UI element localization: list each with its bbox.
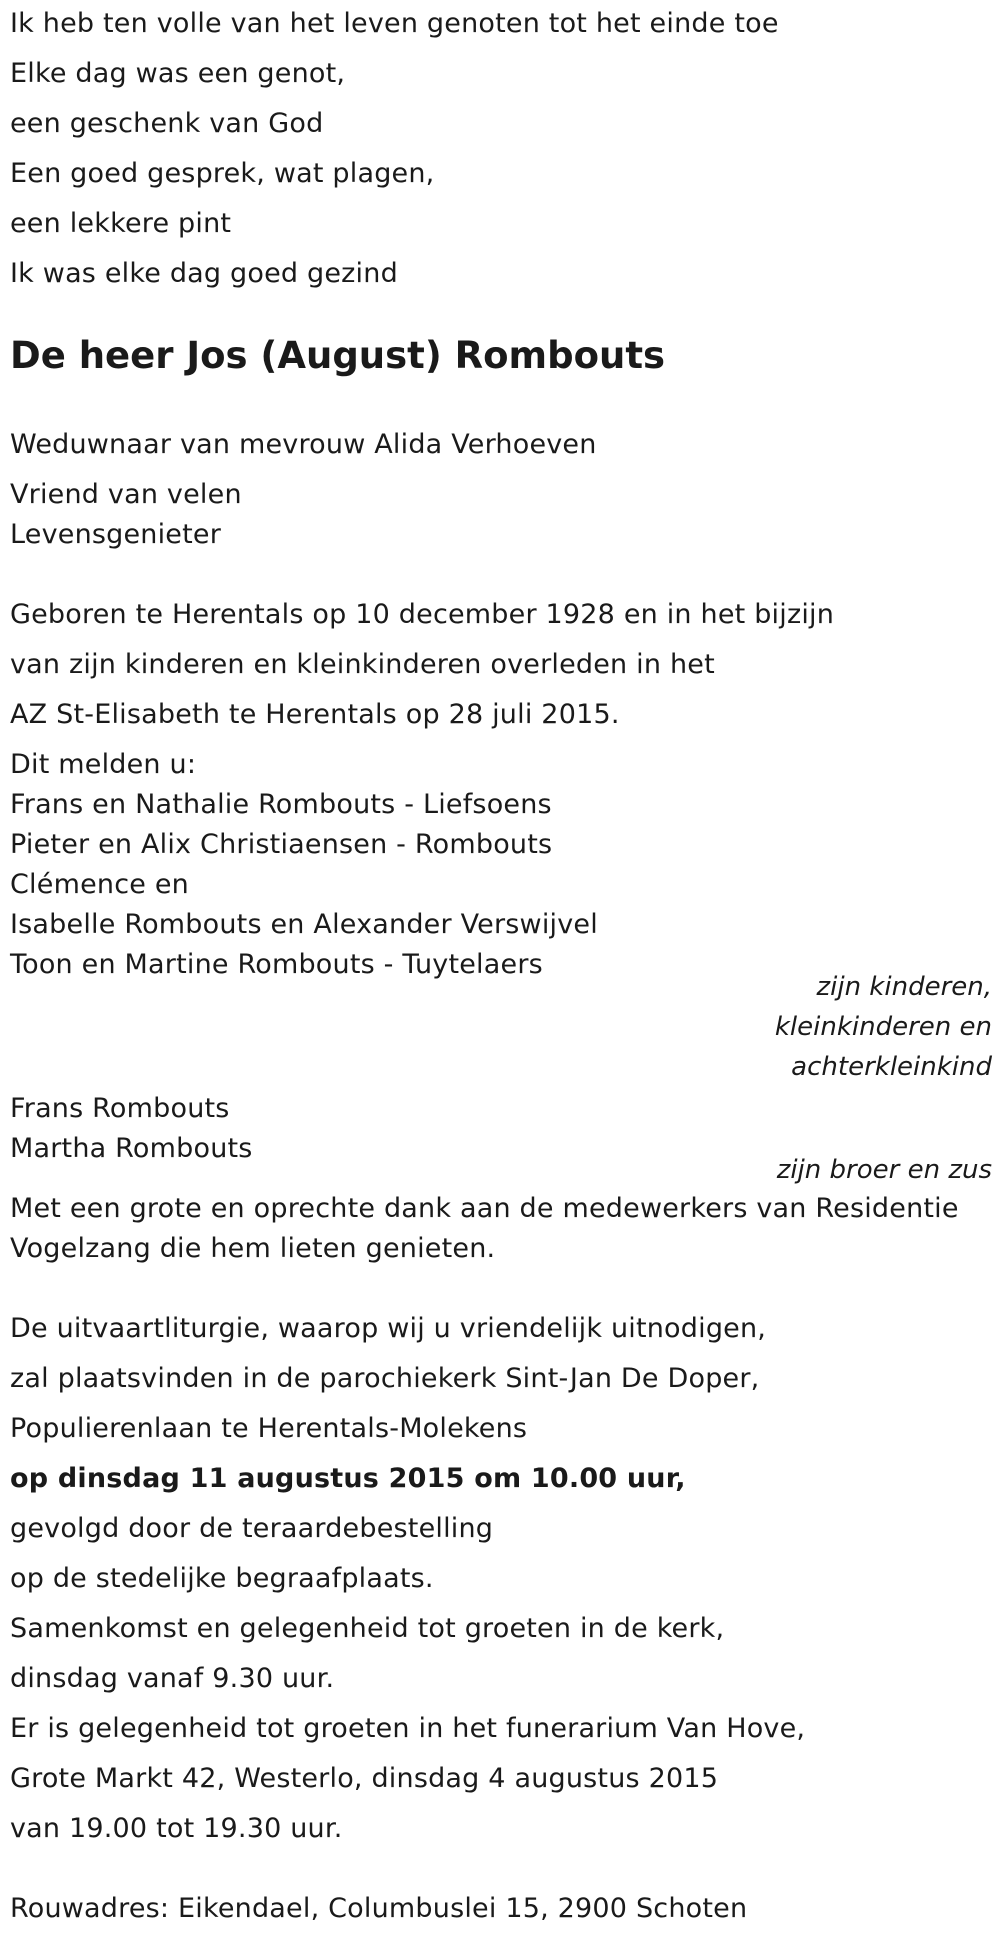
funeral-line: Grote Markt 42, Westerlo, dinsdag 4 augustus 2015 (10, 1763, 719, 1794)
children-caption-line: zijn kinderen, (816, 972, 992, 1002)
child-line: Toon en Martine Rombouts - Tuytelaers (10, 949, 543, 980)
funeral-line: dinsdag vanaf 9.30 uur. (10, 1663, 335, 1694)
announcers-intro: Dit melden u: (10, 749, 197, 780)
sibling-line: Martha Rombouts (10, 1133, 253, 1164)
descriptor-line: Weduwnaar van mevrouw Alida Verhoeven (10, 429, 597, 460)
child-line: Pieter en Alix Christiaensen - Rombouts (10, 829, 553, 860)
child-line: Frans en Nathalie Rombouts - Liefsoens (10, 789, 552, 820)
siblings-caption: zijn broer en zus (776, 1155, 992, 1185)
poem-line: Elke dag was een genot, (10, 58, 346, 89)
descriptor-line: Vriend van velen (10, 479, 242, 510)
mourning-address: Rouwadres: Eikendael, Columbuslei 15, 2900 Schoten (10, 1893, 748, 1924)
funeral-line: van 19.00 tot 19.30 uur. (10, 1813, 343, 1844)
poem-line: Een goed gesprek, wat plagen, (10, 158, 435, 189)
child-line: Clémence en (10, 869, 189, 900)
poem-line: een geschenk van God (10, 108, 324, 139)
descriptor-line: Levensgenieter (10, 519, 222, 550)
poem-line: Ik heb ten volle van het leven genoten tot het einde toe (10, 8, 779, 39)
poem-line: een lekkere pint (10, 208, 232, 239)
thanks-line: Vogelzang die hem lieten genieten. (10, 1233, 496, 1264)
birth-death-line: van zijn kinderen en kleinkinderen overleden in het (10, 649, 715, 680)
child-line: Isabelle Rombouts en Alexander Verswijvel (10, 909, 598, 940)
birth-death-line: Geboren te Herentals op 10 december 1928 en in het bijzijn (10, 599, 835, 630)
thanks-line: Met een grote en oprechte dank aan de medewerkers van Residentie (10, 1193, 959, 1224)
sibling-line: Frans Rombouts (10, 1093, 230, 1124)
funeral-line: zal plaatsvinden in de parochiekerk Sint-Jan De Doper, (10, 1363, 760, 1394)
funeral-line: De uitvaartliturgie, waarop wij u vriendelijk uitnodigen, (10, 1313, 767, 1344)
poem-line: Ik was elke dag goed gezind (10, 258, 398, 289)
funeral-line: Er is gelegenheid tot groeten in het funerarium Van Hove, (10, 1713, 806, 1744)
funeral-line: Populierenlaan te Herentals-Molekens (10, 1413, 528, 1444)
funeral-line: op de stedelijke begraafplaats. (10, 1563, 434, 1594)
funeral-line: Samenkomst en gelegenheid tot groeten in de kerk, (10, 1613, 725, 1644)
children-caption-line: achterkleinkind (791, 1052, 992, 1082)
birth-death-line: AZ St-Elisabeth te Herentals op 28 juli 2015. (10, 699, 620, 730)
funeral-date: op dinsdag 11 augustus 2015 om 10.00 uur, (10, 1463, 686, 1494)
deceased-name: De heer Jos (August) Rombouts (10, 334, 666, 377)
children-caption-line: kleinkinderen en (774, 1012, 992, 1042)
funeral-line: gevolgd door de teraardebestelling (10, 1513, 494, 1544)
